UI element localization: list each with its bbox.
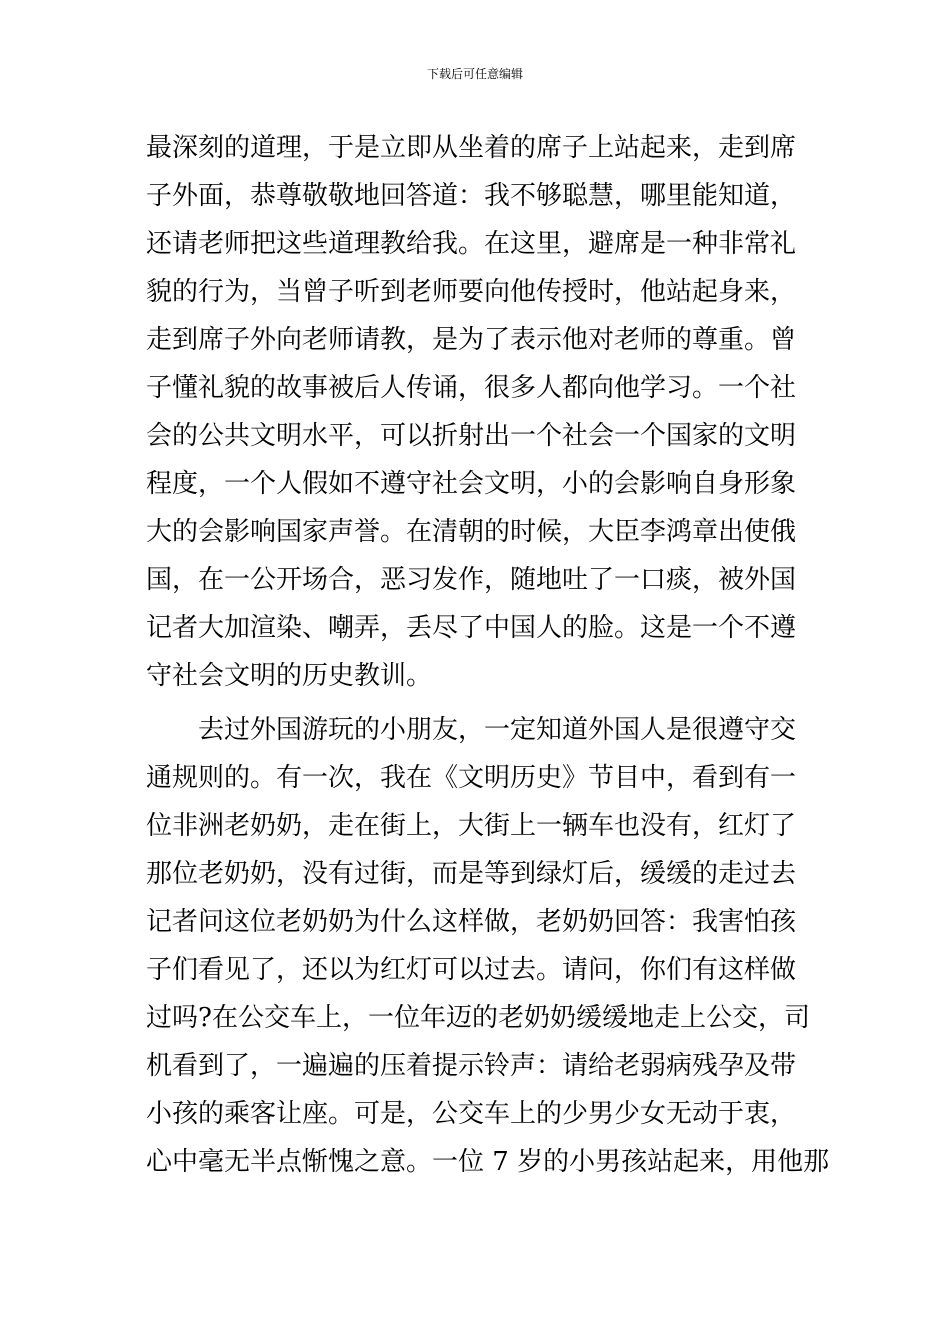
text-line: 貌的行为，当曾子听到老师要向他传授时，他站起身来， xyxy=(146,277,797,307)
text-line: 程度，一个人假如不遵守社会文明，小的会影响自身形象 xyxy=(146,469,797,499)
text-line: 守社会文明的历史教训。 xyxy=(146,661,433,691)
text-line: 国，在一公开场合，恶习发作，随地吐了一口痰，被外国 xyxy=(146,565,797,595)
text-line: 那位老奶奶，没有过街，而是等到绿灯后，缓缓的走过去 xyxy=(146,859,797,889)
text-line: 机看到了，一遍遍的压着提示铃声：请给老弱病残孕及带 xyxy=(146,1051,797,1081)
text-line: 通规则的。有一次，我在《文明历史》节目中，看到有一 xyxy=(146,763,797,793)
text-line: 还请老师把这些道理教给我。在这里，避席是一种非常礼 xyxy=(146,229,797,259)
text-line: 最深刻的道理，于是立即从坐着的席子上站起来，走到席 xyxy=(146,133,797,163)
paragraph-1 xyxy=(146,124,806,700)
text-line: 走到席子外向老师请教，是为了表示他对老师的尊重。曾 xyxy=(146,325,797,355)
text-line: 子们看见了，还以为红灯可以过去。请问，你们有这样做 xyxy=(146,955,797,985)
text-line: 子懂礼貌的故事被后人传诵，很多人都向他学习。一个社 xyxy=(146,373,797,403)
paragraph-2 xyxy=(146,706,830,1186)
document-body xyxy=(146,124,830,1186)
text-line: 位非洲老奶奶，走在街上，大街上一辆车也没有，红灯了 xyxy=(146,811,797,841)
text-line: 会的公共文明水平，可以折射出一个社会一个国家的文明 xyxy=(146,421,797,451)
text-line: 去过外国游玩的小朋友，一定知道外国人是很遵守交 xyxy=(198,715,797,745)
text-line: 记者大加渲染、嘲弄，丢尽了中国人的脸。这是一个不遵 xyxy=(146,613,797,643)
text-line: 子外面，恭尊敬敬地回答道：我不够聪慧，哪里能知道， xyxy=(146,181,797,211)
text-line: 大的会影响国家声誉。在清朝的时候，大臣李鸿章出使俄 xyxy=(146,517,797,547)
page-header: 下载后可任意编辑 xyxy=(426,67,523,81)
text-line: 记者问这位老奶奶为什么这样做，老奶奶回答：我害怕孩 xyxy=(146,907,797,937)
text-line: 心中毫无半点惭愧之意。一位 7 岁的小男孩站起来，用他那 xyxy=(146,1147,830,1177)
text-line: 小孩的乘客让座。可是，公交车上的少男少女无动于衷， xyxy=(146,1099,797,1129)
text-line: 过吗?在公交车上，一位年迈的老奶奶缓缓地走上公交，司 xyxy=(146,1003,810,1033)
